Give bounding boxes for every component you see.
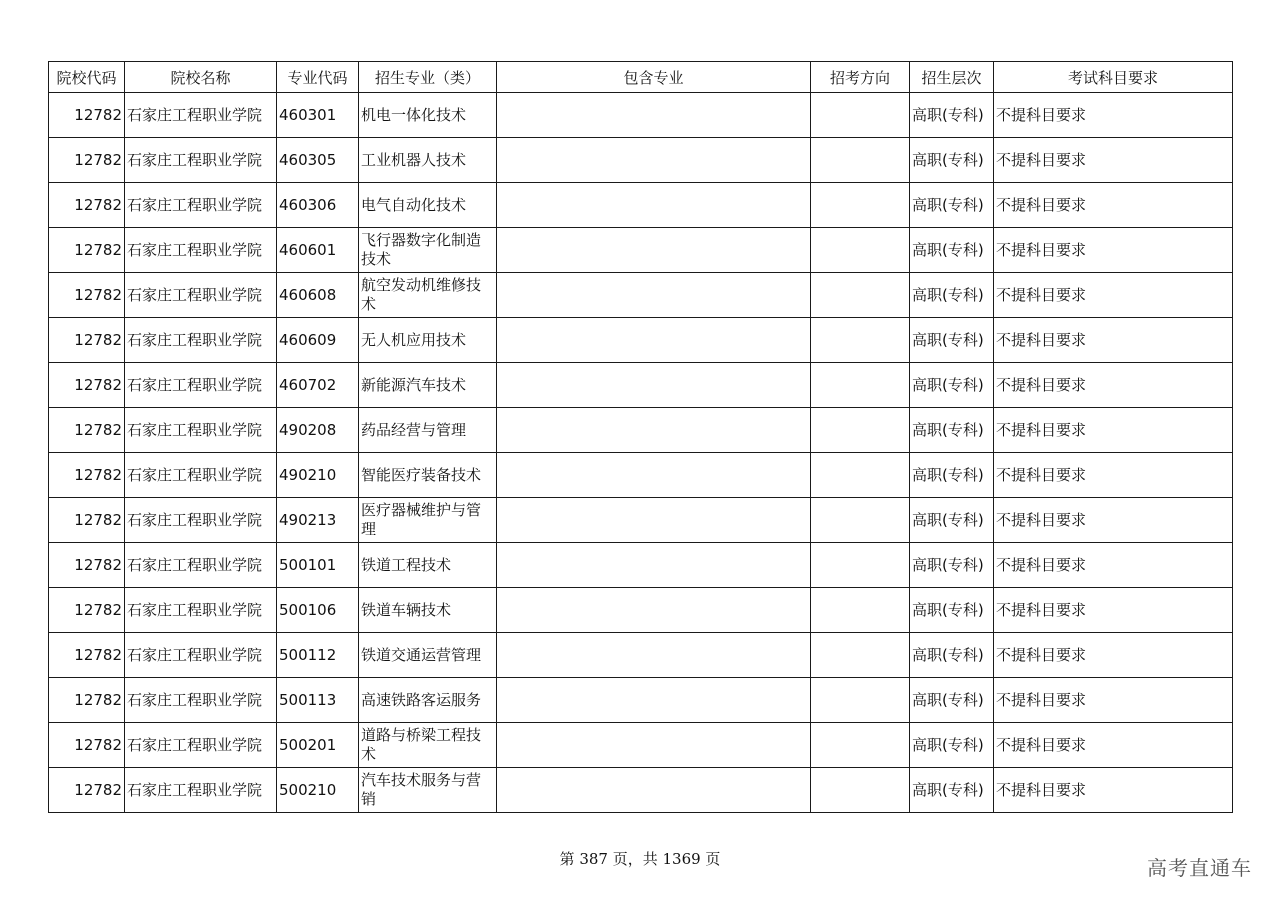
cell-school-name: 石家庄工程职业学院 — [125, 363, 277, 408]
cell-level: 高职(专科) — [910, 273, 994, 318]
cell-requirement: 不提科目要求 — [994, 228, 1233, 273]
cell-school-code: 12782 — [49, 363, 125, 408]
cell-included-majors — [497, 183, 811, 228]
cell-major: 高速铁路客运服务 — [359, 678, 497, 723]
cell-school-name: 石家庄工程职业学院 — [125, 723, 277, 768]
cell-direction — [811, 498, 910, 543]
cell-school-code: 12782 — [49, 543, 125, 588]
cell-level: 高职(专科) — [910, 408, 994, 453]
cell-direction — [811, 363, 910, 408]
cell-direction — [811, 723, 910, 768]
cell-school-code: 12782 — [49, 183, 125, 228]
table-row — [49, 678, 1233, 723]
cell-school-name: 石家庄工程职业学院 — [125, 678, 277, 723]
cell-school-name: 石家庄工程职业学院 — [125, 273, 277, 318]
table-row — [49, 408, 1233, 453]
table-row — [49, 723, 1233, 768]
cell-school-name: 石家庄工程职业学院 — [125, 453, 277, 498]
cell-level: 高职(专科) — [910, 318, 994, 363]
cell-level: 高职(专科) — [910, 183, 994, 228]
cell-requirement: 不提科目要求 — [994, 408, 1233, 453]
cell-direction — [811, 678, 910, 723]
cell-school-code: 12782 — [49, 318, 125, 363]
cell-included-majors — [497, 768, 811, 813]
cell-included-majors — [497, 228, 811, 273]
cell-school-code: 12782 — [49, 273, 125, 318]
cell-school-code: 12782 — [49, 408, 125, 453]
cell-requirement: 不提科目要求 — [994, 543, 1233, 588]
cell-major: 道路与桥梁工程技术 — [359, 723, 497, 768]
cell-major: 电气自动化技术 — [359, 183, 497, 228]
table-row — [49, 633, 1233, 678]
cell-school-code: 12782 — [49, 588, 125, 633]
table-row — [49, 183, 1233, 228]
cell-major-code: 500210 — [277, 768, 359, 813]
header-major-code: 专业代码 — [277, 62, 359, 93]
cell-school-name: 石家庄工程职业学院 — [125, 633, 277, 678]
cell-school-name: 石家庄工程职业学院 — [125, 318, 277, 363]
cell-major: 铁道车辆技术 — [359, 588, 497, 633]
cell-level: 高职(专科) — [910, 723, 994, 768]
cell-direction — [811, 93, 910, 138]
cell-school-name: 石家庄工程职业学院 — [125, 138, 277, 183]
cell-major-code: 460609 — [277, 318, 359, 363]
cell-school-code: 12782 — [49, 723, 125, 768]
cell-direction — [811, 228, 910, 273]
table-row — [49, 498, 1233, 543]
cell-level: 高职(专科) — [910, 543, 994, 588]
table-row — [49, 93, 1233, 138]
header-school-code: 院校代码 — [49, 62, 125, 93]
cell-direction — [811, 318, 910, 363]
cell-included-majors — [497, 543, 811, 588]
cell-requirement: 不提科目要求 — [994, 318, 1233, 363]
table-row — [49, 588, 1233, 633]
admissions-table — [48, 61, 1233, 813]
cell-major: 飞行器数字化制造技术 — [359, 228, 497, 273]
cell-school-code: 12782 — [49, 633, 125, 678]
cell-requirement: 不提科目要求 — [994, 678, 1233, 723]
cell-included-majors — [497, 138, 811, 183]
cell-level: 高职(专科) — [910, 633, 994, 678]
table-row — [49, 273, 1233, 318]
cell-included-majors — [497, 588, 811, 633]
cell-major-code: 500101 — [277, 543, 359, 588]
cell-school-code: 12782 — [49, 768, 125, 813]
cell-level: 高职(专科) — [910, 138, 994, 183]
cell-school-name: 石家庄工程职业学院 — [125, 498, 277, 543]
cell-school-name: 石家庄工程职业学院 — [125, 228, 277, 273]
cell-major: 铁道交通运营管理 — [359, 633, 497, 678]
cell-level: 高职(专科) — [910, 93, 994, 138]
cell-level: 高职(专科) — [910, 678, 994, 723]
table-header-row — [49, 62, 1233, 93]
cell-school-code: 12782 — [49, 93, 125, 138]
cell-direction — [811, 408, 910, 453]
cell-requirement: 不提科目要求 — [994, 588, 1233, 633]
cell-requirement: 不提科目要求 — [994, 453, 1233, 498]
cell-school-name: 石家庄工程职业学院 — [125, 408, 277, 453]
cell-school-code: 12782 — [49, 498, 125, 543]
cell-major: 工业机器人技术 — [359, 138, 497, 183]
cell-included-majors — [497, 93, 811, 138]
cell-requirement: 不提科目要求 — [994, 633, 1233, 678]
table-row — [49, 768, 1233, 813]
header-school-name: 院校名称 — [125, 62, 277, 93]
cell-included-majors — [497, 633, 811, 678]
cell-requirement: 不提科目要求 — [994, 723, 1233, 768]
cell-included-majors — [497, 363, 811, 408]
header-level: 招生层次 — [910, 62, 994, 93]
cell-major: 汽车技术服务与营销 — [359, 768, 497, 813]
cell-major-code: 500112 — [277, 633, 359, 678]
cell-major: 医疗器械维护与管理 — [359, 498, 497, 543]
header-included-majors: 包含专业 — [497, 62, 811, 93]
cell-school-name: 石家庄工程职业学院 — [125, 588, 277, 633]
cell-direction — [811, 138, 910, 183]
table-row — [49, 453, 1233, 498]
header-major: 招生专业（类） — [359, 62, 497, 93]
cell-major: 新能源汽车技术 — [359, 363, 497, 408]
cell-school-name: 石家庄工程职业学院 — [125, 183, 277, 228]
watermark: 高考直通车 — [1147, 856, 1252, 880]
cell-included-majors — [497, 678, 811, 723]
table-row — [49, 228, 1233, 273]
cell-requirement: 不提科目要求 — [994, 183, 1233, 228]
cell-major-code: 460702 — [277, 363, 359, 408]
cell-school-code: 12782 — [49, 678, 125, 723]
table-row — [49, 138, 1233, 183]
cell-direction — [811, 273, 910, 318]
cell-school-name: 石家庄工程职业学院 — [125, 93, 277, 138]
page-number: 第 387 页，共 1369 页 — [559, 850, 721, 868]
cell-direction — [811, 453, 910, 498]
cell-major: 铁道工程技术 — [359, 543, 497, 588]
cell-requirement: 不提科目要求 — [994, 93, 1233, 138]
cell-major: 航空发动机维修技术 — [359, 273, 497, 318]
cell-direction — [811, 183, 910, 228]
cell-included-majors — [497, 723, 811, 768]
header-requirement: 考试科目要求 — [994, 62, 1233, 93]
cell-level: 高职(专科) — [910, 453, 994, 498]
cell-major-code: 490213 — [277, 498, 359, 543]
cell-included-majors — [497, 498, 811, 543]
cell-major-code: 460305 — [277, 138, 359, 183]
cell-major-code: 460301 — [277, 93, 359, 138]
cell-requirement: 不提科目要求 — [994, 363, 1233, 408]
cell-major: 智能医疗装备技术 — [359, 453, 497, 498]
cell-level: 高职(专科) — [910, 588, 994, 633]
cell-direction — [811, 633, 910, 678]
table-row — [49, 318, 1233, 363]
cell-major-code: 460306 — [277, 183, 359, 228]
cell-included-majors — [497, 318, 811, 363]
cell-level: 高职(专科) — [910, 363, 994, 408]
header-direction: 招考方向 — [811, 62, 910, 93]
cell-major: 无人机应用技术 — [359, 318, 497, 363]
cell-major-code: 500106 — [277, 588, 359, 633]
cell-direction — [811, 543, 910, 588]
cell-school-code: 12782 — [49, 228, 125, 273]
cell-school-code: 12782 — [49, 453, 125, 498]
cell-requirement: 不提科目要求 — [994, 768, 1233, 813]
cell-major: 药品经营与管理 — [359, 408, 497, 453]
cell-direction — [811, 768, 910, 813]
cell-level: 高职(专科) — [910, 768, 994, 813]
cell-major: 机电一体化技术 — [359, 93, 497, 138]
cell-requirement: 不提科目要求 — [994, 138, 1233, 183]
cell-included-majors — [497, 408, 811, 453]
cell-level: 高职(专科) — [910, 498, 994, 543]
cell-major-code: 500201 — [277, 723, 359, 768]
cell-major-code: 490210 — [277, 453, 359, 498]
cell-included-majors — [497, 273, 811, 318]
cell-level: 高职(专科) — [910, 228, 994, 273]
cell-direction — [811, 588, 910, 633]
cell-major-code: 460601 — [277, 228, 359, 273]
table-row — [49, 363, 1233, 408]
table-row — [49, 543, 1233, 588]
cell-school-code: 12782 — [49, 138, 125, 183]
cell-major-code: 490208 — [277, 408, 359, 453]
cell-included-majors — [497, 453, 811, 498]
cell-school-name: 石家庄工程职业学院 — [125, 543, 277, 588]
cell-major-code: 460608 — [277, 273, 359, 318]
cell-major-code: 500113 — [277, 678, 359, 723]
cell-school-name: 石家庄工程职业学院 — [125, 768, 277, 813]
cell-requirement: 不提科目要求 — [994, 498, 1233, 543]
cell-requirement: 不提科目要求 — [994, 273, 1233, 318]
